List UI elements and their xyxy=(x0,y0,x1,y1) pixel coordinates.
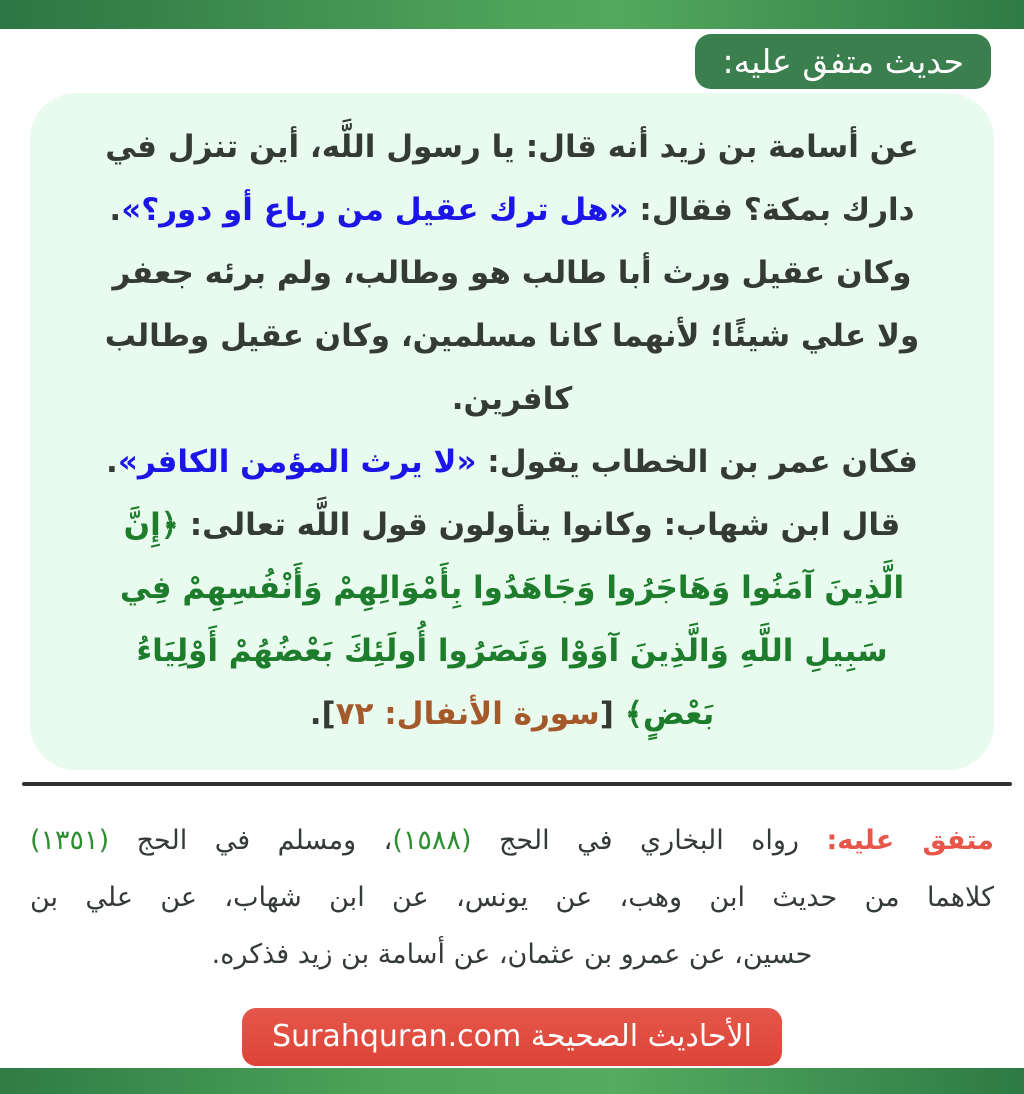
source-banner xyxy=(242,1008,782,1066)
text-segment: متفق عليه: xyxy=(826,825,994,856)
text-segment: دارك بمكة؟ فقال: xyxy=(628,192,915,228)
text-line xyxy=(30,305,994,368)
hadith-type-label: حديث متفق عليه: xyxy=(722,42,964,81)
text-segment: . xyxy=(106,444,118,480)
text-segment: «هل ترك عقيل من رباع أو دور؟» xyxy=(121,192,629,228)
text-segment: ، ومسلم في الحج xyxy=(109,825,393,856)
text-line xyxy=(30,620,994,683)
text-segment: فكان عمر بن الخطاب يقول: xyxy=(476,444,918,480)
text-line xyxy=(30,368,994,431)
text-segment: عن أسامة بن زيد أنه قال: يا رسول اللَّه، أين تنزل في xyxy=(105,129,919,165)
text-segment: «لا يرث المؤمن الكافر» xyxy=(117,444,477,480)
text-line xyxy=(30,869,994,926)
text-line xyxy=(30,179,994,242)
text-segment: [ xyxy=(599,696,625,732)
text-segment: سورة الأنفال: ٧٢ xyxy=(335,696,600,732)
text-segment: . xyxy=(109,192,122,228)
text-segment: (١٣٥١) xyxy=(30,825,110,856)
text-segment: بَعْضٍ﴾ xyxy=(624,696,715,732)
text-segment: ﴿إِنَّ xyxy=(123,507,179,543)
bottom-border-band xyxy=(0,1068,1024,1094)
text-line xyxy=(30,926,994,983)
text-line xyxy=(30,431,994,494)
text-line xyxy=(30,557,994,620)
source-banner-label: الأحاديث الصحيحة Surahquran.com xyxy=(272,1019,752,1054)
text-segment: ]. xyxy=(309,696,336,732)
text-line xyxy=(30,242,994,305)
text-segment: الَّذِينَ آمَنُوا وَهَاجَرُوا وَجَاهَدُوا بِأَمْوَالِهِمْ وَأَنْفُسِهِمْ فِي xyxy=(119,570,905,606)
takhrij-paragraph xyxy=(30,812,994,983)
text-segment: قال ابن شهاب: وكانوا يتأولون قول اللَّه تعالى: xyxy=(178,507,901,543)
text-segment: كافرين. xyxy=(451,381,573,417)
text-segment: حسين، عن عمرو بن عثمان، عن أسامة بن زيد فذكره. xyxy=(211,939,813,970)
text-line xyxy=(30,683,994,746)
text-segment: سَبِيلِ اللَّهِ وَالَّذِينَ آوَوْا وَنَصَرُوا أُولَئِكَ بَعْضُهُمْ أَوْلِيَاءُ xyxy=(136,633,888,669)
top-border-band xyxy=(0,0,1024,29)
text-segment: (١٥٨٨) xyxy=(392,825,472,856)
text-segment: ولا علي شيئًا؛ لأنهما كانا مسلمين، وكان عقيل وطالب xyxy=(104,318,920,354)
text-segment: رواه البخاري في الحج xyxy=(471,825,827,856)
hadith-card xyxy=(30,93,994,770)
divider-line xyxy=(22,782,1012,786)
hadith-type-badge xyxy=(695,34,991,89)
text-line xyxy=(30,494,994,557)
text-line xyxy=(30,116,994,179)
hadith-text xyxy=(30,116,994,746)
text-line xyxy=(30,812,994,869)
text-segment: وكان عقيل ورث أبا طالب هو وطالب، ولم برئه جعفر xyxy=(112,255,912,291)
text-segment: كلاهما من حديث ابن وهب، عن يونس، عن ابن شهاب، عن علي بن xyxy=(30,882,994,913)
